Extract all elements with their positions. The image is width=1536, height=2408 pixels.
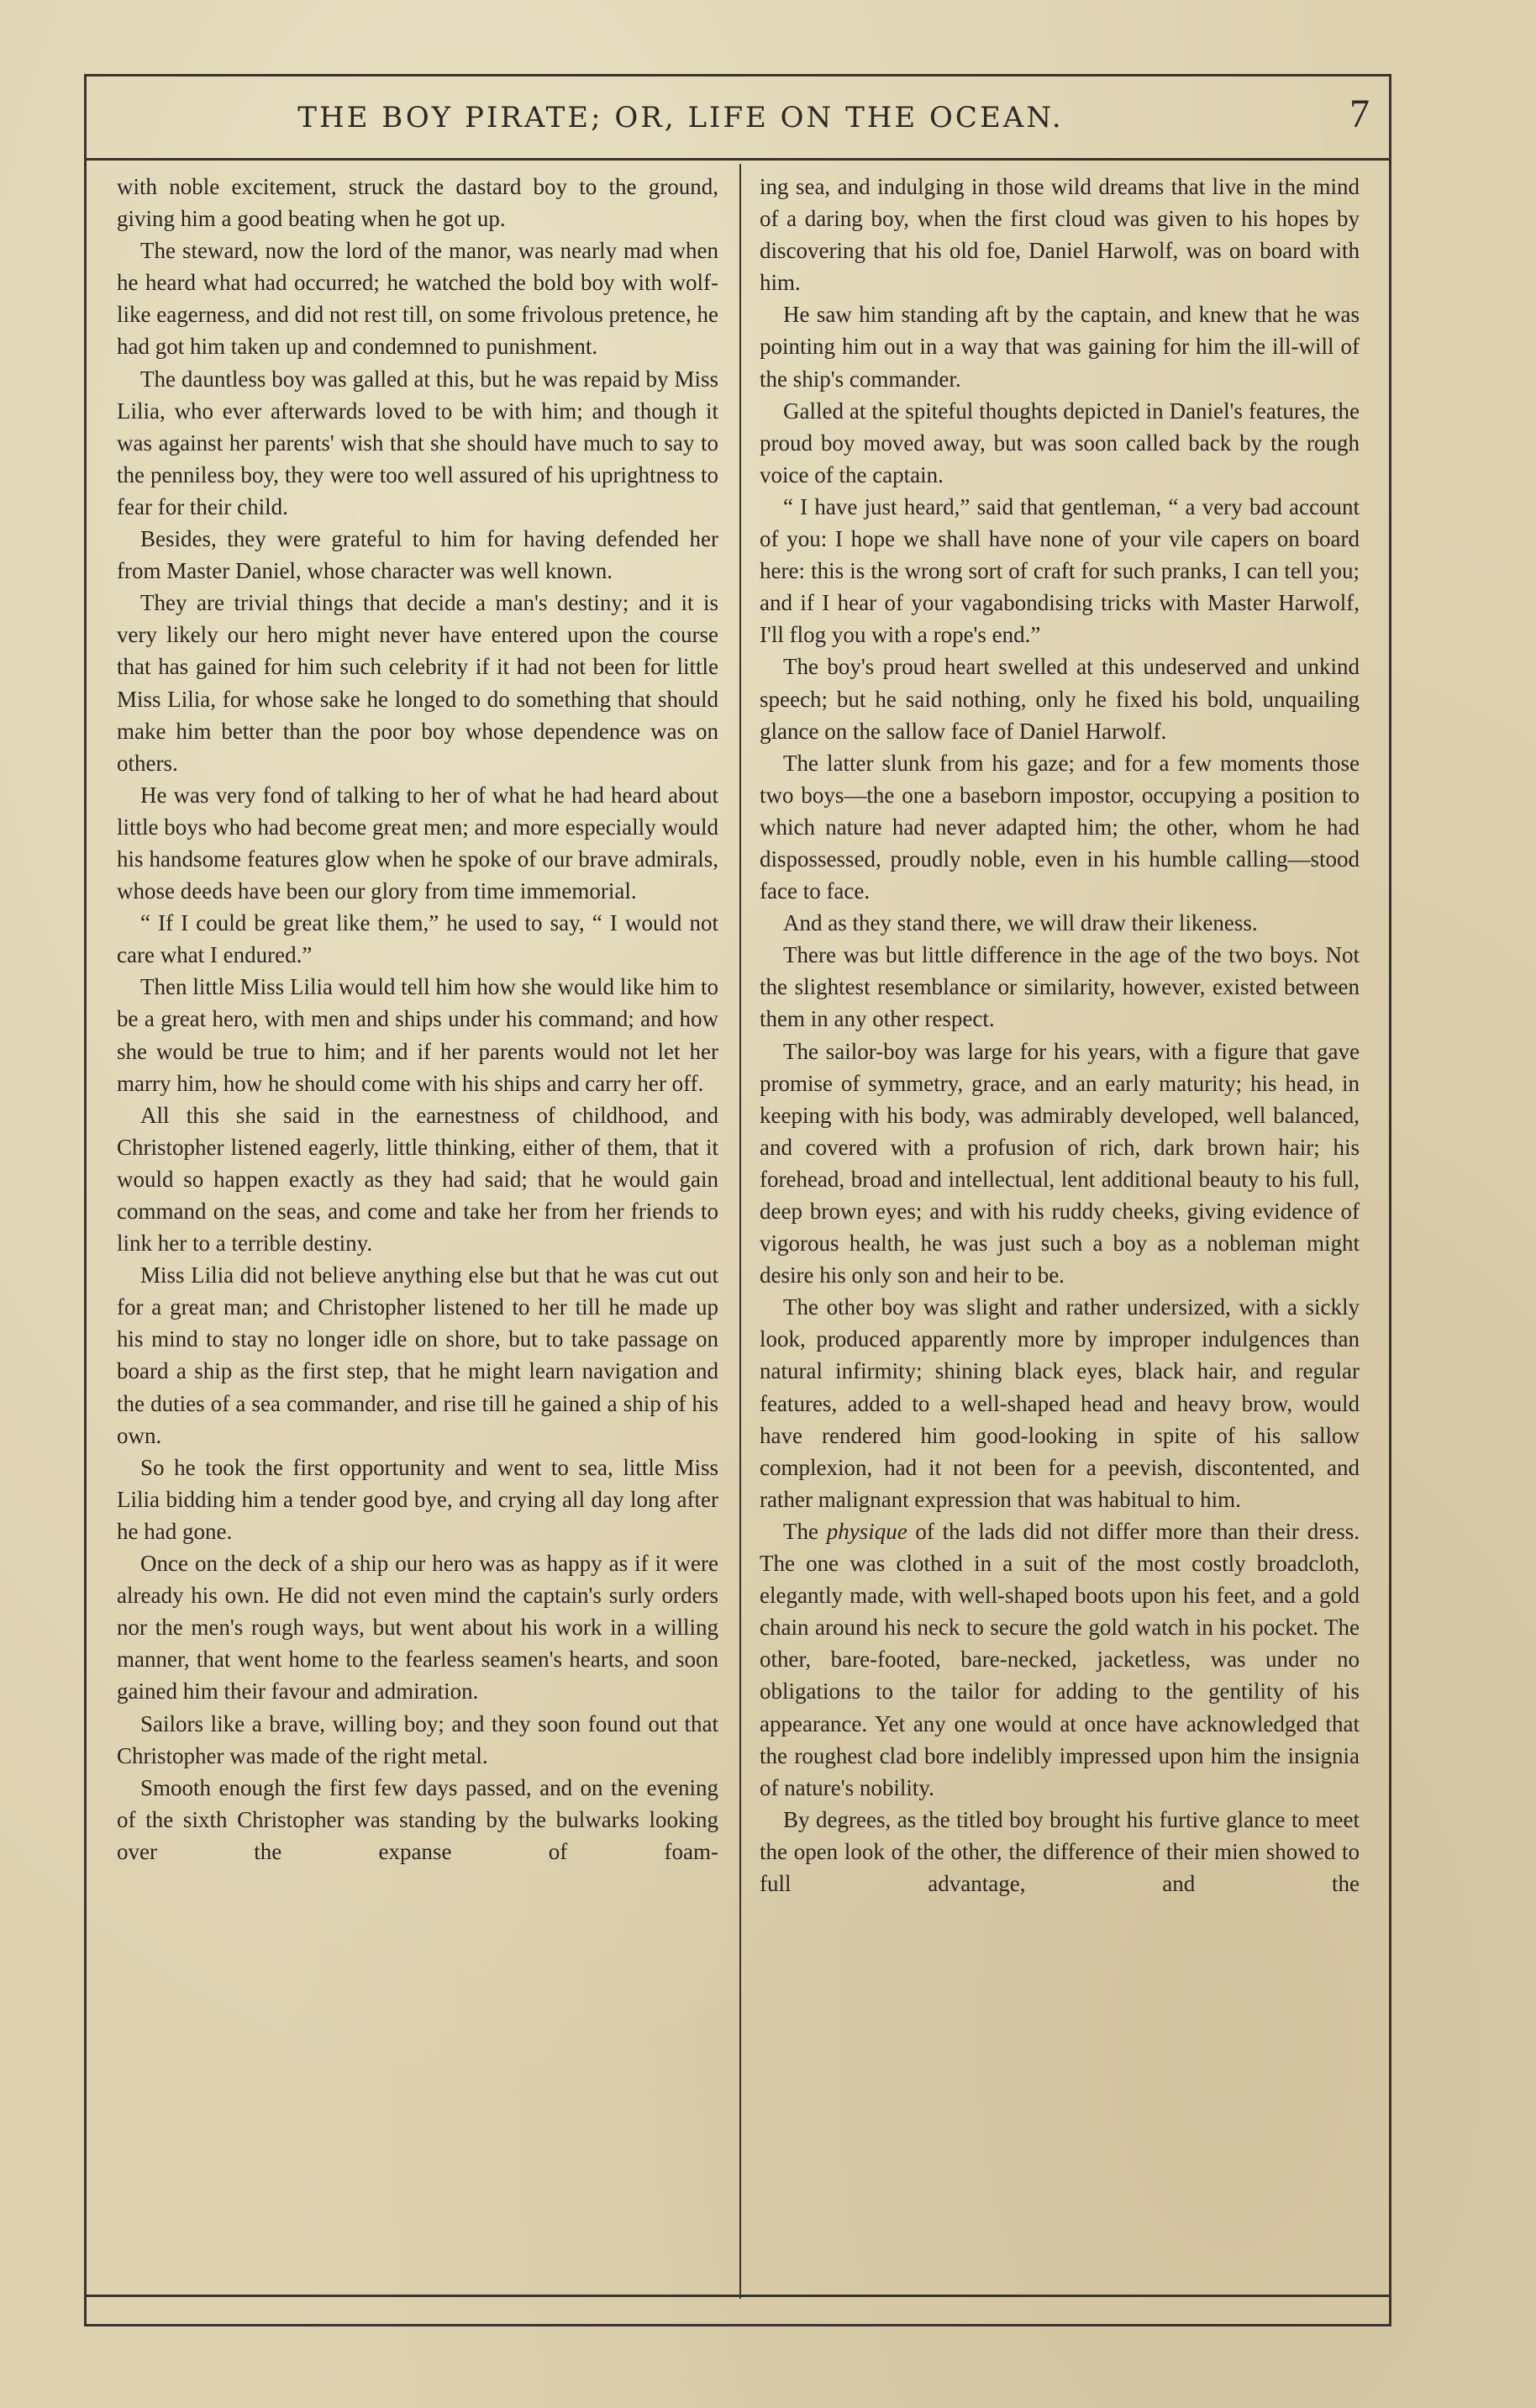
- column-divider: [739, 164, 741, 2299]
- paragraph: They are trivial things that decide a man's destiny; and it is very likely our hero might never have entered upon the course that has gained for him such celebrity if it had not been for little Miss Lilia, for whose sake he longed to do something that should make him better than the poor boy whose dependence was on others.: [117, 590, 718, 776]
- italic-word: physique: [826, 1518, 907, 1544]
- bottom-rule: [84, 2295, 1391, 2297]
- paragraph: with noble excitement, struck the dastard boy to the ground, giving him a good beating when he got up.: [117, 174, 718, 232]
- page-number: 7: [1349, 92, 1370, 136]
- paragraph: He was very fond of talking to her of what he had heard about little boys who had become great men; and more especially would his handsome features glow when he spoke of our brave admirals, whose deeds have been our glory from time immemorial.: [117, 782, 718, 904]
- paragraph: Miss Lilia did not believe anything else but that he was cut out for a great man; and Christopher listened to her till he made up his mind to stay no longer idle on shore, but to take passage on board a ship as the first step, that he might learn navigation and the duties of a sea commander, and rise till he gained a ship of his own.: [117, 1262, 718, 1448]
- paragraph: Besides, they were grateful to him for having defended her from Master Daniel, whose character was well known.: [117, 526, 718, 584]
- paragraph: “ I have just heard,” said that gentleman, “ a very bad account of you: I hope we shall have none of your vile capers on board here: this is the wrong sort of craft for such pranks, I can tell you; and if I hear of your vagabondising tricks with Master Harwolf, I'll flog you with a rope's end.”: [760, 493, 1360, 648]
- paragraph: [760, 1515, 1360, 1804]
- header-rule: [84, 158, 1391, 161]
- paragraph: The boy's proud heart swelled at this undeserved and unkind speech; but he said nothing, only he fixed his bold, unquailing glance on the sallow face of Daniel Harwolf.: [760, 654, 1360, 744]
- paragraph: Sailors like a brave, willing boy; and they soon found out that Christopher was made of the right metal.: [117, 1710, 718, 1768]
- paragraph: He saw him standing aft by the captain, and knew that he was pointing him out in a way that was gaining for him the ill-will of the ship's commander.: [760, 302, 1360, 392]
- paragraph: “ If I could be great like them,” he used to say, “ I would not care what I endured.”: [117, 910, 718, 968]
- paragraph: So he took the first opportunity and went to sea, little Miss Lilia bidding him a tender good bye, and crying all day long after he had gone.: [117, 1454, 718, 1544]
- paragraph: The latter slunk from his gaze; and for a few moments those two boys—the one a baseborn impostor, occupying a position to which nature had never adapted him; the other, whom he had dispossessed, proudly noble, even in his humble calling—stood face to face.: [760, 750, 1360, 904]
- paragraph: The other boy was slight and rather undersized, with a sickly look, produced apparently more by improper indulgences than natural infirmity; shining black eyes, black hair, and regular features, added to a well-shaped head and heavy brow, would have rendered him good-looking in spite of his sallow complexion, had it not been for a peevish, discontented, and rather malignant expression that was habitual to him.: [760, 1294, 1360, 1512]
- paragraph: ing sea, and indulging in those wild dreams that live in the mind of a daring boy, when the first cloud was given to his hopes by discovering that his old foe, Daniel Harwolf, was on board with him.: [760, 174, 1360, 296]
- paragraph: The steward, now the lord of the manor, was nearly mad when he heard what had occurred; he watched the bold boy with wolf-like eagerness, and did not rest till, on some frivolous pretence, he had got him taken up and condemned to punishment.: [117, 238, 718, 360]
- paragraph: All this she said in the earnestness of childhood, and Christopher listened eagerly, little thinking, either of them, that it would so happen exactly as they had said; that he would gain command on the seas, and come and take her from her friends to link her to a terrible destiny.: [117, 1102, 718, 1257]
- right-column: [760, 171, 1360, 2289]
- paragraph: There was but little difference in the age of the two boys. Not the slightest resemblance or similarity, however, existed between them in any other respect.: [760, 942, 1360, 1032]
- paragraph: The dauntless boy was galled at this, but he was repaid by Miss Lilia, who ever afterwards loved to be with him; and though it was against her parents' wish that she should have much to say to the penniless boy, they were too well assured of his uprightness to fear for their child.: [117, 366, 718, 519]
- paragraph: Galled at the spiteful thoughts depicted in Daniel's features, the proud boy moved away, but was soon called back by the rough voice of the captain.: [760, 398, 1360, 487]
- running-title: THE BOY PIRATE; OR, LIFE ON THE OCEAN.: [297, 101, 1064, 134]
- paragraph: By degrees, as the titled boy brought his furtive glance to meet the open look of the other, the difference of their mien showed to full advantage, and the: [760, 1806, 1360, 1896]
- paragraph: Once on the deck of a ship our hero was as happy as if it were already his own. He did not even mind the captain's surly orders nor the men's rough ways, but went about his work in a willing manner, that went home to the fearless seamen's hearts, and soon gained him their favour and admiration.: [117, 1551, 718, 1705]
- text-run: of the lads did not differ more than their dress. The one was clothed in a suit of the most costly broadcloth, elegantly made, with well-shaped boots upon his feet, and a gold chain around his neck to secure the gold watch in his pocket. The other, bare-footed, bare-necked, jacketless, was under no obligations to the tailor for adding to the gentility of his appearance. Yet any one would at once have acknowledged that the roughest clad bore indelibly impressed upon him the insignia of nature's nobility.: [760, 1518, 1360, 1800]
- paragraph: Then little Miss Lilia would tell him how she would like him to be a great hero, with men and ships under his command; and how she would be true to him; and if her parents would not let her marry him, how he should come with his ships and carry her off.: [117, 974, 718, 1096]
- text-run: The: [783, 1518, 827, 1544]
- paragraph: The sailor-boy was large for his years, with a figure that gave promise of symmetry, grace, and an early maturity; his head, in keeping with his body, was admirably developed, well balanced, and covered with a profusion of rich, dark brown hair; his forehead, broad and intellectual, lent additional beauty to his full, deep brown eyes; and with his ruddy cheeks, giving evidence of vigorous health, he was just such a boy as a nobleman might desire his only son and heir to be.: [760, 1038, 1360, 1288]
- left-column: [117, 171, 718, 2289]
- paragraph: And as they stand there, we will draw their likeness.: [783, 910, 1258, 936]
- paragraph: Smooth enough the first few days passed, and on the evening of the sixth Christopher was standing by the bulwarks looking over the expanse of foam-: [117, 1774, 718, 1864]
